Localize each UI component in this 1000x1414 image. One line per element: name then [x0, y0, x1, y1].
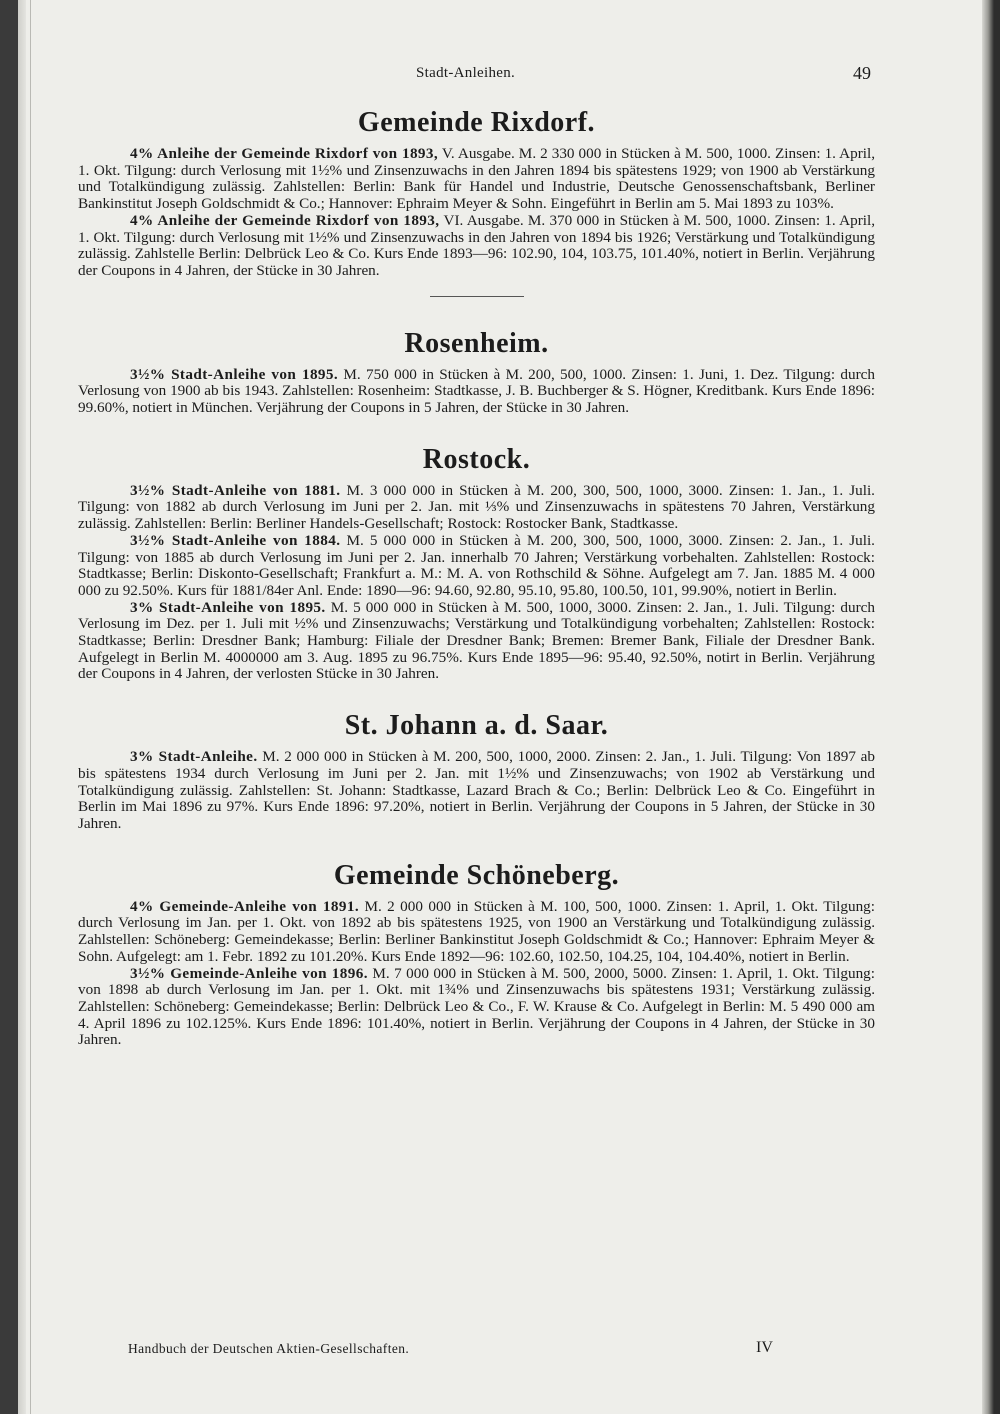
page-number: 49	[853, 63, 871, 83]
page-body	[78, 106, 875, 1049]
right-binding-edge	[982, 0, 1000, 1414]
loan-entry	[78, 749, 875, 833]
loan-entry	[78, 483, 875, 533]
loan-heading: 3½% Stadt-Anleihe von 1884.	[130, 531, 341, 549]
loan-text: V. Ausgabe. M. 2 330 000 in Stücken à M. 500, 1000. Zinsen: 1. April, 1. Okt. Tilgung: durch Verlosung mit 1½% und Zinsenzuwachs in den Jahren 1894 bis spätestens 1929; von 1900 ab Verstärkung und Totalkündigung zulässig. Zahlstellen: Berlin: Bank für Handel und Industrie, Deutsche Genossenschaftsbank, Berliner Bankinstitut Joseph Goldschmidt & Co.; Hannover: Ephraim Meyer & Sohn. Eingeführt in Berlin am 5. Mai 1893 zu 103%.	[78, 145, 875, 213]
loan-text: M. 5 000 000 in Stücken à M. 500, 1000, 3000. Zinsen: 2. Jan., 1. Juli. Tilgung: durch Verlosung im Dez. per 1. Juli mit ½% und Zinsenzuwachs; Verstärkung und Totalkündigung vorbehalten; Zahlstellen: Rostock: Stadtkasse; Berlin: Dresdner Bank; Hamburg: Filiale der Dresdner Bank; Bremen: Bremer Bank, Filiale der Dresdner Bank. Aufgelegt in Berlin M. 4000000 am 3. Aug. 1895 zu 96.75%. Kurs Ende 1895—96: 95.40, 92.50%, notirt in Berlin. Verjährung der Coupons in 4 Jahren, der verlosten Stücke in 30 Jahren.	[78, 598, 875, 683]
footer-publication-title: Handbuch der Deutschen Aktien-Gesellschaften.	[128, 1341, 410, 1356]
section-gap	[78, 683, 875, 709]
loan-heading: 3% Stadt-Anleihe.	[130, 748, 258, 766]
section-title-rosenheim: Rosenheim.	[404, 327, 549, 359]
loan-text: M. 7 000 000 in Stücken à M. 500, 2000, 5000. Zinsen: 1. April, 1. Okt. Tilgung: von 1898 ab durch Verlosung im Jan. per 1. Okt. mit 1¾% und Zinsenzuwachs bis spätestens 1931; Verstärkung zulässig. Zahlstellen: Schöneberg: Gemeindekasse; Berlin: Delbrück Leo & Co., F. W. Krause & Co. Aufgelegt in Berlin: M. 5 490 000 am 4. April 1896 zu 102.125%. Kurs Ende 1896: 101.40%, notiert in Berlin. Verjährung der Coupons in 4 Jahren, der Stücke in 30 Jahren.	[78, 964, 875, 1049]
page-footer	[0, 1341, 1000, 1363]
loan-entry	[78, 899, 875, 966]
section-title-rixdorf: Gemeinde Rixdorf.	[357, 107, 596, 138]
loan-text: VI. Ausgabe. M. 370 000 in Stücken à M. 500, 1000. Zinsen: 1. April, 1. Okt. Tilgung: durch Verlosung mit 1½% und Zinsenzuwachs in den Jahren von 1894 bis 1926; Verstärkung und Totalkündigung zulässig. Zahlstelle Berlin: Delbrück Leo & Co. Kurs Ende 1893—96: 102.90, 104, 103.75, 101.40%, notiert in Berlin. Verjährung der Coupons in 4 Jahren, der Stücke in 30 Jahren.	[78, 211, 875, 279]
loan-text: M. 750 000 in Stücken à M. 200, 500, 1000. Zinsen: 1. Juni, 1. Dez. Tilgung: durch Verlosung von 1900 ab bis 1943. Zahlstellen: Rosenheim: Stadtkasse, J. B. Buchberger & S. Högner, Kreditbank. Kurs Ende 1896: 99.60%, notiert in München. Verjährung der Coupons in 5 Jahren, der Stücke in 30 Jahren.	[78, 365, 875, 417]
section-gap	[78, 833, 875, 859]
section-title-st-johann: St. Johann a. d. Saar.	[344, 710, 609, 742]
loan-text: M. 2 000 000 in Stücken à M. 200, 500, 1000, 2000. Zinsen: 2. Jan., 1. Juli. Tilgung: Von 1897 ab bis spätestens 1934 durch Verlosung im Juni per 2. Jan. mit 1½% und Zinsenzuwachs; von 1902 ab Verstärkung und Totalkündigung zulässig. Zahlstellen: St. Johann: Stadtkasse, Lazard Brach & Co.; Berlin: Delbrück Leo & Co. Eingeführt in Berlin im Mai 1896 zu 97%. Kurs Ende 1896: 97.20%, notiert in Berlin. Verjährung der Coupons in 5 Jahren, der Stücke in 30 Jahren.	[78, 748, 875, 832]
loan-entry	[78, 213, 875, 280]
loan-entry	[78, 600, 875, 684]
loan-heading: 4% Anleihe der Gemeinde Rixdorf von 1893,	[130, 211, 440, 229]
running-header	[0, 65, 1000, 89]
loan-entry	[78, 533, 875, 600]
loan-heading: 3½% Stadt-Anleihe von 1881.	[130, 481, 341, 499]
loan-heading: 4% Gemeinde-Anleihe von 1891.	[130, 897, 360, 915]
section-title-rostock: Rostock.	[422, 443, 531, 475]
loan-entry	[78, 966, 875, 1050]
running-title: Stadt-Anleihen.	[416, 65, 516, 81]
section-divider	[430, 296, 524, 297]
loan-heading: 4% Anleihe der Gemeinde Rixdorf von 1893,	[130, 145, 439, 162]
loan-text: M. 3 000 000 in Stücken à M. 200, 300, 500, 1000, 3000. Zinsen: 1. Jan., 1. Juli. Tilgung: von 1882 ab durch Verlosung im Juni per 2. Jan. mit ⅓% und Zinsenzuwachs in spätestens 70 Jahren, Verstärkung zulässig. Zahlstellen: Berlin: Berliner Handels-Gesellschaft; Rostock: Rostocker Bank, Stadtkasse.	[78, 481, 875, 533]
loan-heading: 3½% Stadt-Anleihe von 1895.	[130, 365, 339, 383]
loan-heading: 3½% Gemeinde-Anleihe von 1896.	[130, 964, 368, 982]
signature-mark: IV	[756, 1339, 773, 1356]
section-gap	[78, 417, 875, 443]
loan-entry	[78, 146, 875, 213]
left-binding-edge	[0, 0, 26, 1414]
loan-heading: 3% Stadt-Anleihe von 1895.	[130, 598, 326, 616]
loan-text: M. 2 000 000 in Stücken à M. 100, 500, 1000. Zinsen: 1. April, 1. Okt. Tilgung: durch Verlosung im Jan. per 1. Okt. von 1892 ab bis spätestens 1925, von 1900 an Verstärkung und Totalkündigung zulässig. Zahlstellen: Schöneberg: Gemeindekasse; Berlin: Berliner Bankinstitut Joseph Goldschmidt & Co.; Hannover: Ephraim Meyer & Sohn. Aufgelegt: am 1. Febr. 1892 zu 101.20%. Kurs Ende 1892—96: 102.60, 102.50, 104.25, 104, 104.40%, notiert in Berlin.	[78, 897, 875, 965]
loan-text: M. 5 000 000 in Stücken à M. 200, 300, 500, 1000, 3000. Zinsen: 2. Jan., 1. Juli. Tilgung: von 1885 ab durch Verlosung im Juni per 2. Jan. innerhalb 70 Jahren; Verstärkung vorbehalten. Zahlstellen: Rostock: Stadtkasse; Berlin: Diskonto-Gesellschaft; Frankfurt a. M.: M. A. von Rothschild & Söhne. Aufgelegt am 7. Jan. 1885 M. 4 000 000 zu 92.50%. Kurs für 1881/84er Anl. Ende: 1890—96: 94.60, 92.80, 95.10, 95.80, 100.50, 101, 99.90%, notiert in Berlin.	[78, 531, 875, 599]
section-title-schoeneberg: Gemeinde Schöneberg.	[333, 859, 620, 891]
loan-entry	[78, 367, 875, 417]
